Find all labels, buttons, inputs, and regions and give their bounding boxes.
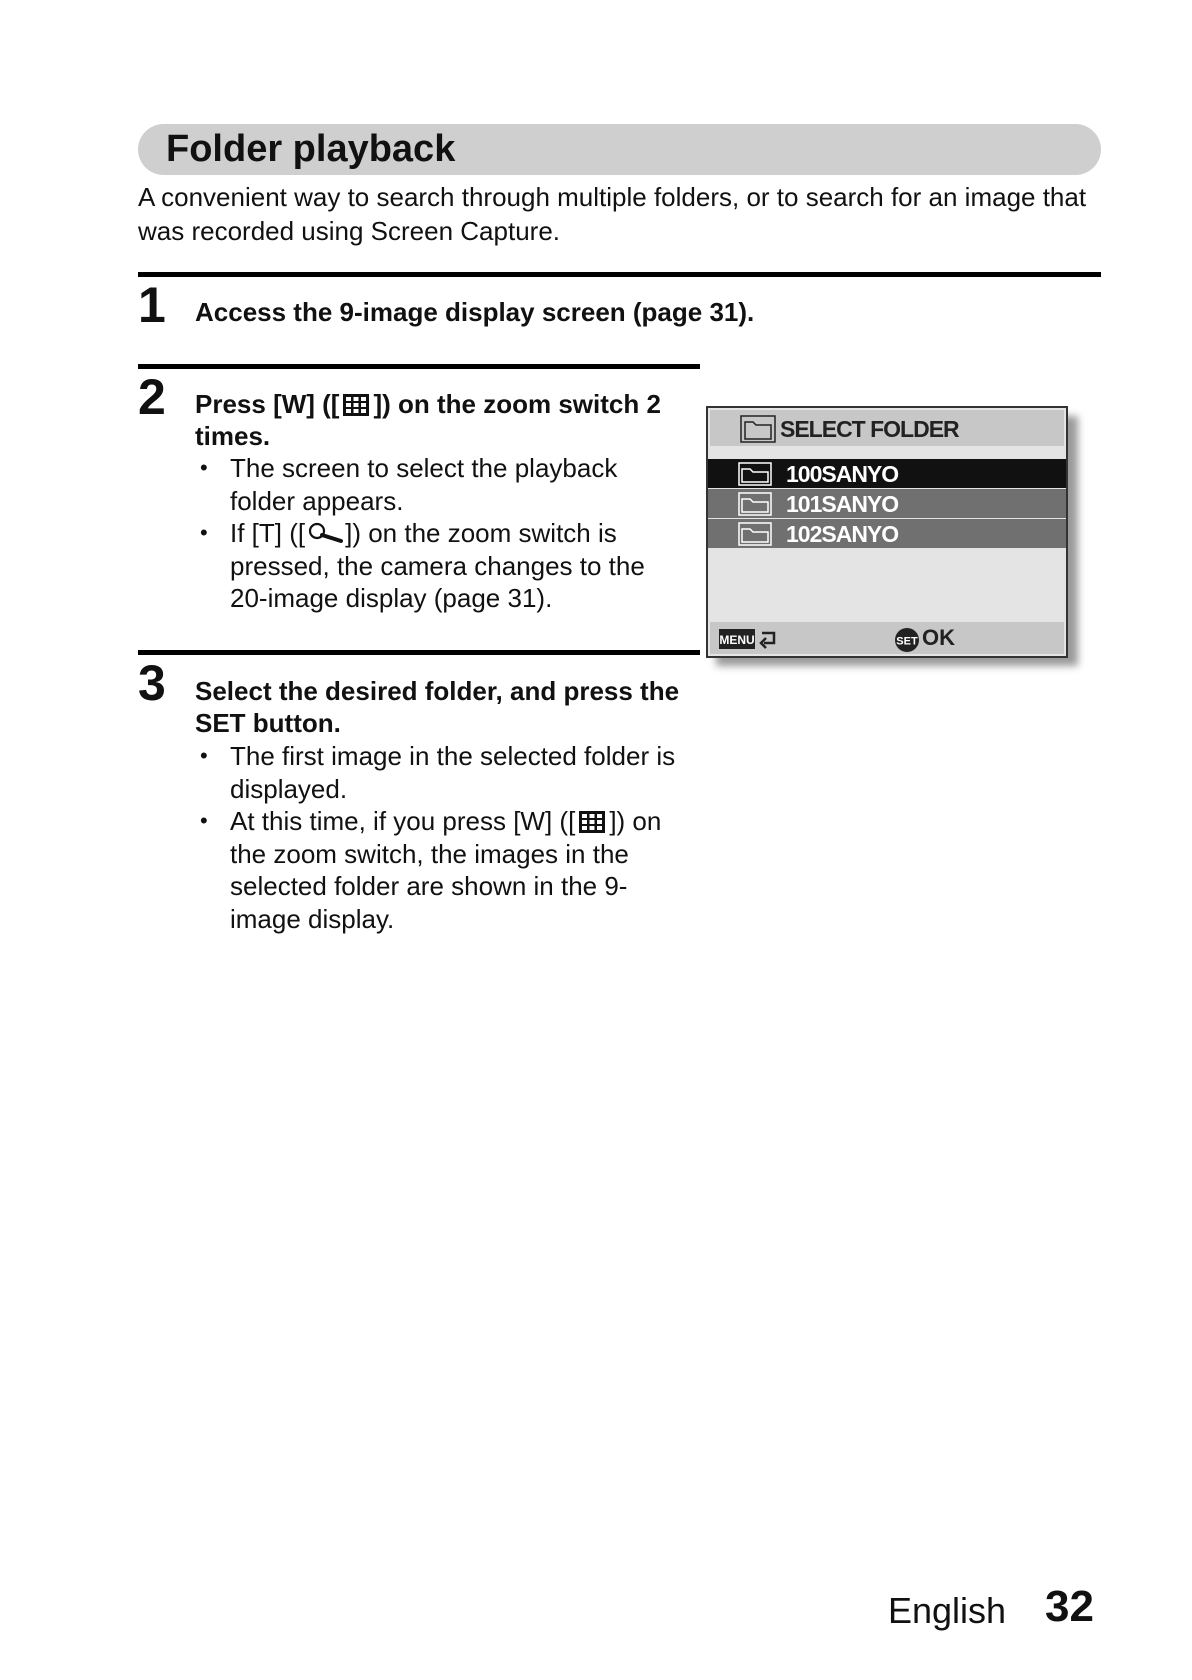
step-1-rule: [138, 272, 1101, 277]
list-item: [200, 805, 680, 935]
wide-zoom-icon: [579, 811, 605, 833]
bullet-text-end: ]) on the zoom switch is pressed, the camera changes to the 20-image display (page 31).: [230, 518, 645, 613]
step-3-rule: [138, 650, 700, 655]
svg-text:MENU: MENU: [719, 633, 755, 647]
section-title: Folder playback: [166, 128, 456, 170]
step-2-rule: [138, 364, 700, 369]
step-2-heading: [195, 388, 665, 452]
step-2-bullets: [200, 452, 680, 615]
step-1-heading: Access the 9-image display screen (page 31).: [195, 297, 755, 327]
bullet-dot: •: [200, 455, 208, 480]
step-2-heading-text: Press [W] ([: [195, 389, 340, 419]
camera-screen-footer: [710, 622, 1064, 654]
camera-screen-header: [710, 410, 1064, 446]
step-3-heading: Select the desired folder, and press the SET button.: [195, 676, 680, 738]
menu-return-icon: [718, 627, 782, 651]
folder-row-selected[interactable]: [708, 459, 1066, 488]
folder-name: 102SANYO: [786, 521, 899, 547]
folder-name: 100SANYO: [786, 461, 899, 487]
folder-icon: [738, 492, 772, 516]
step-1-number: 1: [138, 277, 166, 333]
camera-screen: [706, 406, 1068, 658]
folder-icon: [738, 522, 772, 546]
bullet-text: If [T] ([: [230, 518, 306, 548]
step-2-heading-text-end: ]) on the zoom switch 2 times.: [195, 389, 661, 451]
bullet-dot: •: [200, 808, 208, 833]
page-number: 32: [1045, 1582, 1094, 1631]
bullet-dot: •: [200, 520, 208, 545]
folder-row[interactable]: [708, 519, 1066, 548]
bullet-text: The first image in the selected folder is displayed.: [230, 741, 676, 804]
bullet-text: At this time, if you press [W] ([: [230, 806, 576, 836]
list-item: [200, 740, 680, 805]
list-item: [200, 517, 680, 615]
bullet-text-end: ]) on the zoom switch, the images in the selected folder are shown in the 9-image display.: [230, 806, 662, 934]
intro-paragraph: A convenient way to search through multiple folders, or to search for an image that was recorded using Screen Capture.: [138, 182, 1087, 246]
step-3-bullets: [200, 740, 680, 935]
step-3-number: 3: [138, 655, 166, 711]
folder-name: 101SANYO: [786, 491, 899, 517]
folder-row[interactable]: [708, 489, 1066, 518]
svg-text:SET: SET: [896, 635, 918, 648]
set-button-icon: [894, 627, 920, 653]
bullet-text: The screen to select the playback folder appears.: [230, 453, 618, 516]
list-item: [200, 452, 680, 517]
folder-icon: [738, 462, 772, 486]
step-2-number: 2: [138, 369, 166, 425]
camera-screen-title: SELECT FOLDER: [780, 416, 959, 442]
magnify-zoom-icon: [307, 522, 343, 544]
ok-label: OK: [922, 625, 955, 650]
wide-zoom-icon: [343, 394, 369, 416]
footer-language: English: [888, 1590, 1007, 1631]
bullet-dot: •: [200, 743, 208, 768]
folder-icon: [740, 415, 776, 443]
